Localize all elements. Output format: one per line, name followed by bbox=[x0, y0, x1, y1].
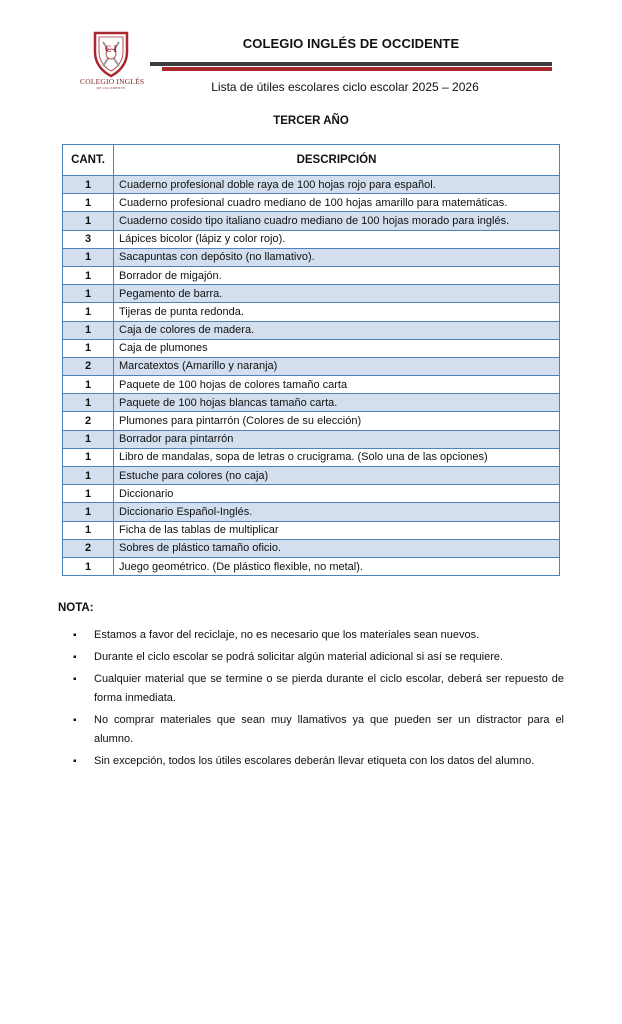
table-row bbox=[63, 248, 560, 266]
table-row bbox=[63, 321, 560, 339]
column-header-description: DESCRIPCIÓN bbox=[114, 145, 560, 176]
note-item bbox=[72, 711, 564, 749]
notes-title: NOTA: bbox=[58, 602, 94, 614]
row-quantity: 1 bbox=[63, 448, 114, 466]
table-row bbox=[63, 376, 560, 394]
table-row bbox=[63, 394, 560, 412]
row-description: Paquete de 100 hojas blancas tamaño carta. bbox=[114, 394, 560, 412]
row-description: Paquete de 100 hojas de colores tamaño carta bbox=[114, 376, 560, 394]
table-row bbox=[63, 357, 560, 375]
row-quantity: 1 bbox=[63, 303, 114, 321]
row-quantity: 1 bbox=[63, 339, 114, 357]
row-description: Caja de colores de madera. bbox=[114, 321, 560, 339]
table-row bbox=[63, 176, 560, 194]
header-rule-red bbox=[162, 67, 552, 71]
row-quantity: 1 bbox=[63, 394, 114, 412]
row-quantity: 1 bbox=[63, 285, 114, 303]
table-row bbox=[63, 412, 560, 430]
row-quantity: 3 bbox=[63, 230, 114, 248]
row-description: Caja de plumones bbox=[114, 339, 560, 357]
bullet-icon: ▪ bbox=[73, 630, 77, 641]
note-item bbox=[72, 752, 564, 771]
row-quantity: 1 bbox=[63, 503, 114, 521]
row-description: Ficha de las tablas de multiplicar bbox=[114, 521, 560, 539]
row-quantity: 1 bbox=[63, 430, 114, 448]
supplies-table-body bbox=[63, 176, 560, 576]
school-logo bbox=[80, 30, 145, 94]
row-description: Lápices bicolor (lápiz y color rojo). bbox=[114, 230, 560, 248]
row-description: Borrador de migajón. bbox=[114, 266, 560, 284]
table-row bbox=[63, 285, 560, 303]
note-item bbox=[72, 626, 564, 645]
row-quantity: 1 bbox=[63, 248, 114, 266]
row-description: Tijeras de punta redonda. bbox=[114, 303, 560, 321]
row-description: Marcatextos (Amarillo y naranja) bbox=[114, 357, 560, 375]
row-quantity: 1 bbox=[63, 557, 114, 575]
row-quantity: 1 bbox=[63, 266, 114, 284]
table-row bbox=[63, 303, 560, 321]
bullet-icon: ▪ bbox=[73, 756, 77, 767]
table-row bbox=[63, 339, 560, 357]
row-description: Diccionario Español-Inglés. bbox=[114, 503, 560, 521]
row-quantity: 1 bbox=[63, 321, 114, 339]
table-row bbox=[63, 194, 560, 212]
row-description: Libro de mandalas, sopa de letras o crucigrama. (Solo una de las opciones) bbox=[114, 448, 560, 466]
row-description: Sacapuntas con depósito (no llamativo). bbox=[114, 248, 560, 266]
table-row bbox=[63, 557, 560, 575]
table-row bbox=[63, 212, 560, 230]
note-item bbox=[72, 648, 564, 667]
school-name: COLEGIO INGLÉS DE OCCIDENTE bbox=[242, 36, 460, 51]
row-description: Plumones para pintarrón (Colores de su elección) bbox=[114, 412, 560, 430]
logo-subtext: DE OCCIDENTE bbox=[96, 86, 126, 90]
table-row bbox=[63, 485, 560, 503]
supplies-table bbox=[62, 144, 560, 576]
bullet-icon: ▪ bbox=[73, 674, 77, 685]
table-row bbox=[63, 230, 560, 248]
logo-text: COLEGIO INGLÉS bbox=[80, 77, 145, 86]
row-quantity: 1 bbox=[63, 485, 114, 503]
table-row bbox=[63, 448, 560, 466]
header-rule-gray bbox=[150, 62, 552, 66]
row-description: Cuaderno profesional cuadro mediano de 100 hojas amarillo para matemáticas. bbox=[114, 194, 560, 212]
table-header-row bbox=[63, 145, 560, 176]
bullet-icon: ▪ bbox=[73, 652, 77, 663]
row-description: Diccionario bbox=[114, 485, 560, 503]
table-row bbox=[63, 539, 560, 557]
row-quantity: 1 bbox=[63, 212, 114, 230]
row-description: Pegamento de barra. bbox=[114, 285, 560, 303]
logo-initials: C I bbox=[104, 44, 118, 54]
table-row bbox=[63, 503, 560, 521]
row-description: Sobres de plástico tamaño oficio. bbox=[114, 539, 560, 557]
row-quantity: 1 bbox=[63, 521, 114, 539]
note-text: Cualquier material que se termine o se pierda durante el ciclo escolar, deberá ser repuesto de forma inmediata. bbox=[94, 673, 564, 704]
note-text: Durante el ciclo escolar se podrá solicitar algún material adicional si así se requiere. bbox=[94, 651, 504, 663]
table-row bbox=[63, 266, 560, 284]
row-description: Borrador para pintarrón bbox=[114, 430, 560, 448]
table-row bbox=[63, 467, 560, 485]
row-description: Cuaderno cosido tipo italiano cuadro mediano de 100 hojas morado para inglés. bbox=[114, 212, 560, 230]
row-quantity: 2 bbox=[63, 539, 114, 557]
row-quantity: 2 bbox=[63, 357, 114, 375]
row-quantity: 1 bbox=[63, 376, 114, 394]
bullet-icon: ▪ bbox=[73, 715, 77, 726]
column-header-qty: CANT. bbox=[63, 145, 114, 176]
row-quantity: 2 bbox=[63, 412, 114, 430]
row-quantity: 1 bbox=[63, 194, 114, 212]
school-crest-icon bbox=[91, 30, 131, 78]
row-description: Estuche para colores (no caja) bbox=[114, 467, 560, 485]
row-description: Cuaderno profesional doble raya de 100 hojas rojo para español. bbox=[114, 176, 560, 194]
row-quantity: 1 bbox=[63, 467, 114, 485]
grade-title: TERCER AÑO bbox=[273, 115, 349, 127]
row-quantity: 1 bbox=[63, 176, 114, 194]
list-title: Lista de útiles escolares ciclo escolar 2025 – 2026 bbox=[211, 80, 479, 94]
note-text: Sin excepción, todos los útiles escolares deberán llevar etiqueta con los datos del alumno. bbox=[94, 755, 535, 767]
note-text: Estamos a favor del reciclaje, no es necesario que los materiales sean nuevos. bbox=[94, 629, 480, 641]
note-item bbox=[72, 670, 564, 708]
table-row bbox=[63, 521, 560, 539]
table-row bbox=[63, 430, 560, 448]
notes-list bbox=[72, 626, 564, 774]
row-description: Juego geométrico. (De plástico flexible, no metal). bbox=[114, 557, 560, 575]
note-text: No comprar materiales que sean muy llamativos ya que pueden ser un distractor para el alumno. bbox=[94, 714, 564, 745]
